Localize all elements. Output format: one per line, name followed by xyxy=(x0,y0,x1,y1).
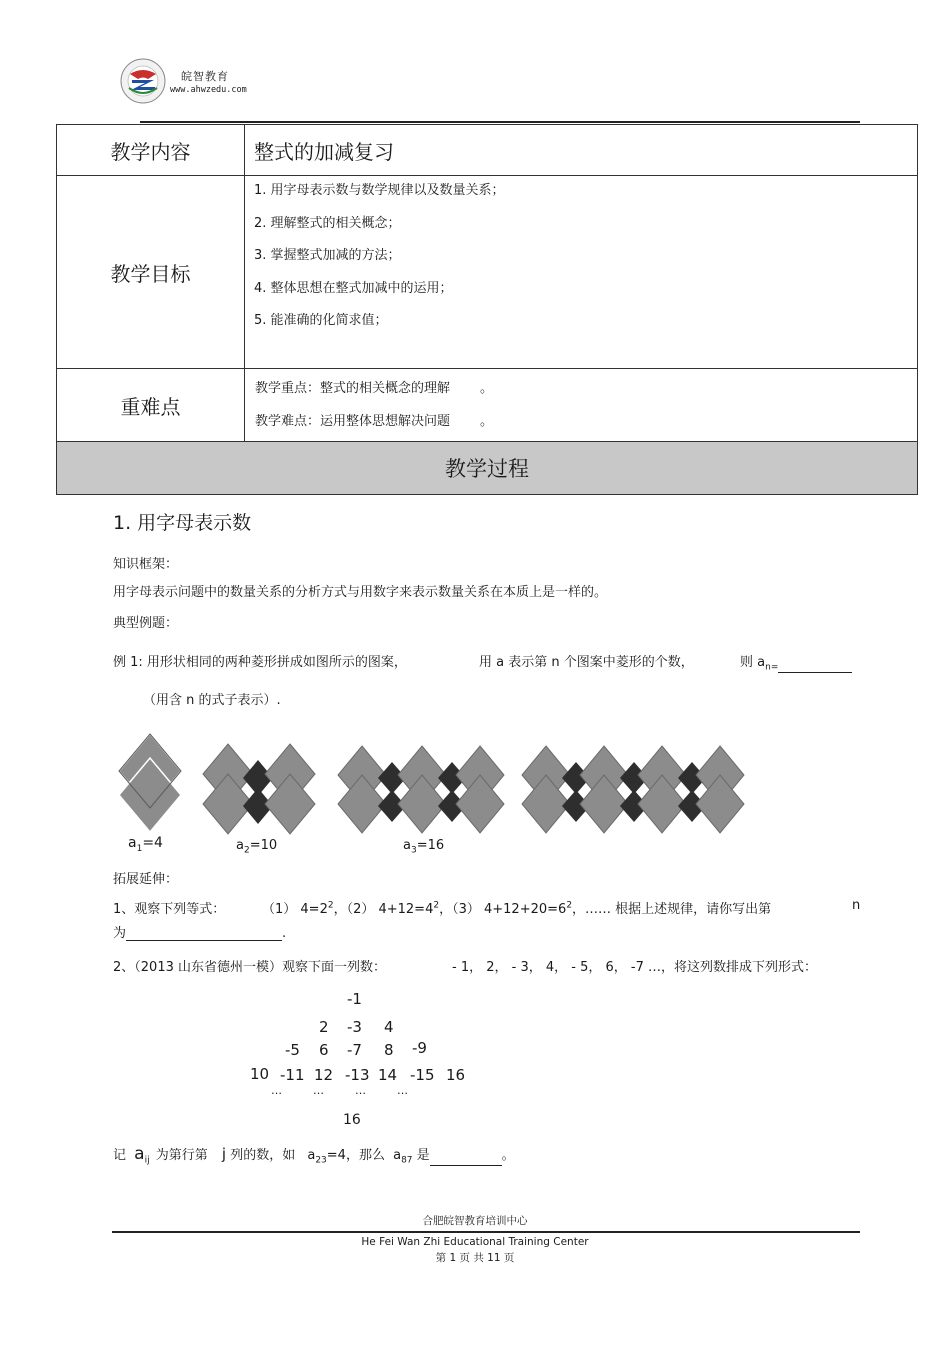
lesson-table xyxy=(56,124,918,495)
triangle-ellipsis: … xyxy=(355,1084,367,1097)
ext1-intro: 1、观察下列等式： xyxy=(113,902,226,917)
goal-item: 4. 整体思想在整式加减中的运用； xyxy=(254,280,453,296)
triangle-ellipsis: … xyxy=(313,1084,325,1097)
ext2-intro: 2、（2013 山东省德州一模）观察下面一列数： xyxy=(113,960,386,975)
triangle-number: 4 xyxy=(384,1018,394,1036)
examples-label: 典型例题： xyxy=(113,616,179,631)
triangle-number: -1 xyxy=(347,990,362,1008)
triangle-number: 16 xyxy=(446,1066,466,1084)
pattern-2 xyxy=(203,744,315,834)
ext2-question: 记 $a_{ij}$ 为第行第 j 列的数，如 $a_{23}=4$，那么 $a_{87}$ 是 。 xyxy=(113,1144,515,1166)
triangle-number: 6 xyxy=(319,1041,329,1059)
difficult-point: 教学难点：运用整体思想解决问题 xyxy=(255,414,451,429)
example1-note: （用含 n 的式子表示）. xyxy=(143,693,281,708)
content-value: 整式的加减复习 xyxy=(245,125,918,176)
framework-text: 用字母表示问题中的数量关系的分析方式与用数字来表示数量关系在本质上是一样的。 xyxy=(113,585,608,600)
ext2-sequence: - 1， 2， - 3， 4， - 5， 6， -7 …，将这列数排成下列形式： xyxy=(452,960,817,975)
example1-text-b: 用 a 表示第 n 个图案中菱形的个数， xyxy=(479,655,694,670)
example1-text-a: 例 1: 用形状相同的两种菱形拼成如图所示的图案， xyxy=(113,655,407,670)
triangle-number: 2 xyxy=(319,1018,329,1036)
framework-label: 知识框架： xyxy=(113,557,179,572)
example1-answer-blank[interactable] xyxy=(778,658,852,673)
footer-chinese: 合肥皖智教育培训中心 xyxy=(422,1215,528,1227)
difficult-point-period: 。 xyxy=(480,414,494,429)
triangle-number: -7 xyxy=(347,1041,362,1059)
triangle-number: -15 xyxy=(410,1066,435,1084)
ext1-answer-blank[interactable] xyxy=(126,926,282,941)
ext1-n: n xyxy=(852,898,861,913)
pattern-1 xyxy=(119,734,181,832)
ext1-equations: （1） $4=2^2$，（2） $4+12=4^2$，（3） $4+12+20=6^2$，…… 根据上述规律，请你写出第 xyxy=(262,900,772,917)
triangle-number: -9 xyxy=(412,1039,427,1057)
content-label: 教学内容 xyxy=(57,125,245,176)
triangle-number: -3 xyxy=(347,1018,362,1036)
goal-item: 3. 掌握整式加减的方法； xyxy=(254,248,401,263)
triangle-number: 10 xyxy=(250,1065,270,1083)
key-point: 教学重点：整式的相关概念的理解 xyxy=(255,381,451,396)
triangle-number: 8 xyxy=(384,1041,394,1059)
triangle-bottom-number: 16 xyxy=(343,1112,361,1128)
page-number: 第 1 页 共 11 页 xyxy=(435,1252,515,1264)
logo-url: www.ahwzedu.com xyxy=(170,85,247,95)
goals-list xyxy=(245,176,918,369)
ext2-answer-blank[interactable] xyxy=(430,1151,502,1166)
triangle-number: -5 xyxy=(285,1041,300,1059)
rhombus-pattern-figure xyxy=(110,730,760,835)
figure-label-a3: $a_3=16$ xyxy=(403,838,445,856)
figure-label-a1: $a_1=4$ xyxy=(128,835,163,854)
triangle-number: -11 xyxy=(280,1066,305,1084)
triangle-ellipsis: … xyxy=(397,1084,409,1097)
footer-rule xyxy=(112,1231,860,1233)
triangle-number: 14 xyxy=(378,1066,398,1084)
keys-label: 重难点 xyxy=(57,369,245,442)
example1-an-sub: n= xyxy=(765,662,779,673)
goals-label: 教学目标 xyxy=(57,176,245,369)
process-header: 教学过程 xyxy=(57,442,918,495)
triangle-ellipsis: … xyxy=(271,1084,283,1097)
pattern-4 xyxy=(522,746,744,833)
keys-cell xyxy=(245,369,918,442)
goal-item: 5. 能准确的化简求值； xyxy=(254,313,388,328)
goal-item: 1. 用字母表示数与数学规律以及数量关系； xyxy=(254,183,505,198)
triangle-number: -13 xyxy=(345,1066,370,1084)
ext1-answer-line: 为 . xyxy=(113,926,287,941)
footer-english: He Fei Wan Zhi Educational Training Center xyxy=(361,1236,589,1248)
pattern-3 xyxy=(338,746,504,833)
figure-label-a2: $a_2=10$ xyxy=(236,838,278,856)
logo-name: 皖智教育 xyxy=(181,70,229,83)
example1-text-c xyxy=(740,651,852,673)
key-point-period: 。 xyxy=(480,381,494,396)
triangle-number: 12 xyxy=(314,1066,334,1084)
section-title: 1. 用字母表示数 xyxy=(113,512,252,534)
example1-an: 则 a xyxy=(740,655,766,670)
extension-label: 拓展延伸： xyxy=(113,872,179,887)
goal-item: 2. 理解整式的相关概念； xyxy=(254,215,401,231)
header-rule xyxy=(140,121,860,123)
